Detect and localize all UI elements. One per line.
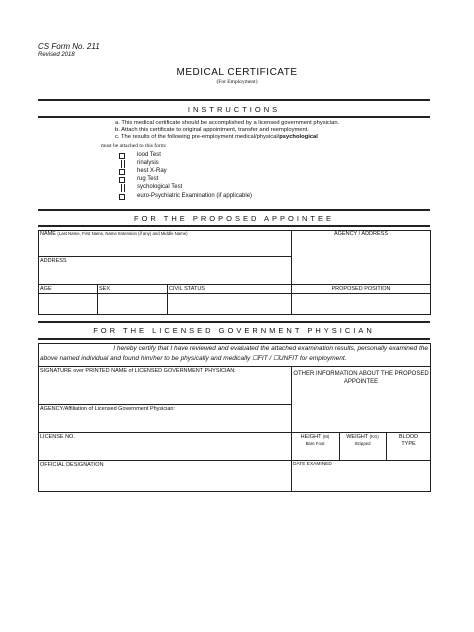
page-title: MEDICAL CERTIFICATE — [176, 67, 298, 78]
divider — [38, 293, 431, 294]
physician-heading: FOR THE LICENSED GOVERNMENT PHYSICIAN — [93, 326, 375, 335]
divider — [291, 230, 292, 315]
checkbox[interactable] — [119, 153, 125, 159]
address-field[interactable] — [40, 258, 67, 264]
certification-line-1: I hereby certify that I have reviewed and evaluated the attached examination results, personally examined the — [113, 345, 428, 352]
license-number-field[interactable] — [40, 434, 75, 440]
age-label: AGE — [40, 286, 52, 292]
instruction-c-bold: psychological — [279, 134, 318, 140]
weight-sub: Stripped — [354, 441, 371, 446]
divider — [38, 225, 430, 227]
civil-status-label: CIVIL STATUS — [169, 286, 205, 292]
height-sub: Bare Foot — [305, 441, 325, 446]
signature-label: SIGNATURE over PRINTED NAME of LICENSED GOVERNMENT PHYSICIAN: — [40, 368, 236, 374]
weight-unit: (KG) — [369, 434, 379, 439]
other-info-box — [291, 370, 431, 386]
divider — [38, 460, 431, 461]
name-field[interactable] — [40, 231, 188, 237]
signature-field[interactable] — [40, 368, 236, 374]
age-field[interactable] — [40, 286, 52, 292]
checklist-label: lood Test — [137, 152, 161, 158]
official-designation-label: OFFICIAL DESIGNATION — [40, 462, 104, 468]
instruction-c-text: c. The results of the following pre-employment medical/physical/ — [115, 134, 280, 140]
instruction-a: a. This medical certificate should be accomplished by a licensed government physician. — [115, 120, 340, 126]
revised-date: Revised 2018 — [38, 52, 75, 58]
checkbox[interactable] — [119, 169, 125, 175]
attach-line: must be attached to this form: — [101, 143, 167, 149]
license-number-label: LICENSE NO. — [40, 434, 75, 440]
height-label: HEIGHT — [300, 434, 322, 440]
weight-label: WEIGHT — [346, 434, 369, 440]
divider — [38, 338, 430, 340]
other-info-label: OTHER INFORMATION ABOUT THE PROPOSED APPOINTEE — [293, 371, 429, 385]
height-unit: (M) — [322, 434, 330, 439]
checkbox[interactable] — [121, 184, 125, 192]
checklist-label: euro-Psychiatric Examination (if applicable) — [137, 193, 253, 199]
sex-label: SEX — [99, 286, 111, 292]
divider — [38, 432, 431, 433]
appointee-heading: FOR THE PROPOSED APPOINTEE — [134, 214, 334, 223]
date-examined-label: DATE EXAMINED — [293, 462, 332, 467]
checkbox[interactable] — [119, 194, 125, 200]
divider — [38, 366, 431, 367]
proposed-position-field[interactable] — [291, 286, 431, 292]
checklist-label: sychological Test — [137, 184, 183, 190]
certification-line-2: above named individual and found him/her to be physically and medically ☐FIT / ☐UNFIT for employment. — [40, 355, 347, 362]
physician-agency-field[interactable] — [40, 406, 175, 412]
divider — [38, 209, 430, 211]
sex-field[interactable] — [99, 286, 110, 292]
divider — [38, 321, 430, 323]
official-designation-field[interactable] — [40, 462, 104, 468]
civil-status-field[interactable] — [169, 286, 205, 292]
instructions-heading: INSTRUCTIONS — [187, 105, 281, 114]
divider — [38, 256, 291, 257]
blood-type-field[interactable] — [386, 434, 431, 447]
divider — [38, 404, 291, 405]
weight-field[interactable] — [339, 434, 386, 446]
agency-address-field[interactable] — [291, 231, 431, 237]
page-subtitle: (For Employment) — [216, 79, 258, 85]
name-hint: (Last Name, First Name, Name Extension (if any) and Middle Name) — [57, 231, 188, 236]
proposed-position-label: PROPOSED POSITION — [331, 286, 391, 292]
blood-label: BLOOD — [398, 434, 419, 440]
divider — [97, 284, 98, 315]
checklist-label: rinalysis — [137, 160, 159, 166]
checklist-label: rug Test — [137, 176, 159, 182]
divider — [167, 284, 168, 315]
form-number: CS Form No. 211 — [38, 42, 100, 51]
blood-sub: TYPE — [401, 441, 416, 447]
agency-address-label: AGENCY / ADDRESS — [334, 231, 388, 237]
address-label: ADDRESS — [40, 258, 67, 264]
checkbox[interactable] — [119, 177, 125, 183]
divider — [38, 99, 430, 101]
physician-agency-label: AGENCY/Affiliation of Licensed Government Physician: — [40, 406, 176, 412]
name-label: NAME — [40, 231, 56, 237]
instruction-c — [115, 134, 318, 140]
height-field[interactable] — [291, 434, 339, 446]
instruction-b: b. Attach this certificate to original appointment, transfer and reemployment. — [115, 127, 309, 133]
checkbox[interactable] — [121, 160, 125, 168]
checklist-label: hest X-Ray — [137, 168, 167, 174]
date-examined-field[interactable] — [293, 462, 332, 467]
divider — [38, 116, 430, 118]
